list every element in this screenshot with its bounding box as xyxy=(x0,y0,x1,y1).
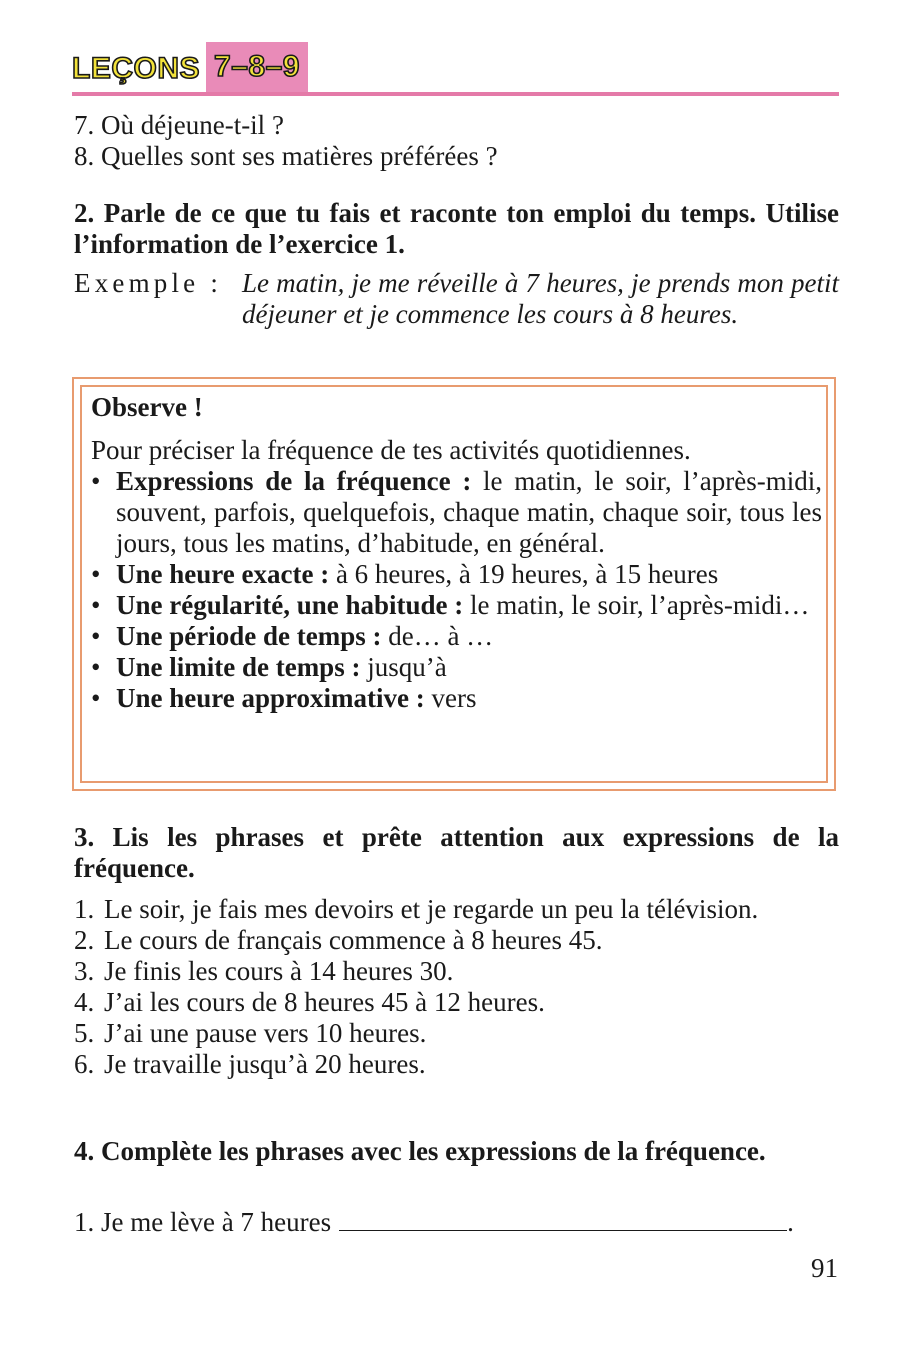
observe-item xyxy=(91,590,822,621)
exercise-3-heading: 3. Lis les phrases et prête attention aux expressions de la fréquence. xyxy=(74,822,839,883)
observe-item-label: Une heure exacte : xyxy=(116,559,330,589)
item-end: . xyxy=(787,1207,794,1237)
question-text: Quelles sont ses matières préférées ? xyxy=(101,141,498,171)
item-text: Le cours de français commence à 8 heures 45. xyxy=(104,925,603,955)
item-number: 6. xyxy=(74,1049,95,1079)
observe-item-text: vers xyxy=(424,683,477,713)
list-item xyxy=(74,925,839,956)
exercise-4-item xyxy=(74,1206,839,1238)
observe-item xyxy=(91,466,822,559)
item-text: Je me lève à 7 heures xyxy=(101,1207,332,1237)
header-rule xyxy=(72,92,839,96)
item-number: 2. xyxy=(74,925,95,955)
item-number: 1. xyxy=(74,1207,95,1237)
exercise-3-list xyxy=(74,894,839,1080)
list-item xyxy=(74,894,839,925)
question-number: 7. xyxy=(74,110,95,140)
bullet-icon: • xyxy=(91,559,101,589)
question-7 xyxy=(74,110,284,141)
observe-item-label: Une période de temps : xyxy=(116,621,382,651)
observe-item xyxy=(91,559,822,590)
lessons-numbers: 7–8–9 xyxy=(206,42,308,92)
observe-item xyxy=(91,652,822,683)
item-text: J’ai une pause vers 10 heures. xyxy=(104,1018,427,1048)
lesson-header xyxy=(72,42,308,92)
observe-item-label: Une régularité, une habitude : xyxy=(116,590,464,620)
observe-item-text: le matin, le soir, l’après-midi… xyxy=(463,590,810,620)
item-text: Je finis les cours à 14 heures 30. xyxy=(104,956,454,986)
list-item xyxy=(74,1018,839,1049)
example-label: Exemple : xyxy=(74,268,223,298)
observe-item-text: à 6 heures, à 19 heures, à 15 heures xyxy=(329,559,719,589)
observe-title: Observe ! xyxy=(91,392,203,422)
answer-blank[interactable] xyxy=(339,1206,787,1231)
question-number: 8. xyxy=(74,141,95,171)
observe-intro: Pour préciser la fréquence de tes activités quotidiennes. xyxy=(91,435,691,465)
list-item xyxy=(74,956,839,987)
question-8 xyxy=(74,141,498,172)
exercise-4-heading: 4. Complète les phrases avec les expressions de la fréquence. xyxy=(74,1136,766,1166)
bullet-icon: • xyxy=(91,652,101,682)
example-text: Le matin, je me réveille à 7 heures, je prends mon petit déjeuner et je commence les cours à 8 heures. xyxy=(242,268,839,329)
item-number: 5. xyxy=(74,1018,95,1048)
item-text: Je travaille jusqu’à 20 heures. xyxy=(104,1049,426,1079)
item-number: 1. xyxy=(74,894,95,924)
bullet-icon: • xyxy=(91,590,101,620)
observe-item-text: le matin, le soir, l’après-midi, souvent, parfois, quelquefois, chaque matin, chaque soir, tous les jours, tous les matins, d’habitude, en général. xyxy=(116,466,822,558)
lessons-label: LEÇONS xyxy=(72,52,201,85)
observe-item-text: jusqu’à xyxy=(360,652,447,682)
bullet-icon: • xyxy=(91,683,101,713)
exercise-2-heading: 2. Parle de ce que tu fais et raconte ton emploi du temps. Utilise l’information de l’exercice 1. xyxy=(74,198,839,259)
question-text: Où déjeune-t-il ? xyxy=(101,110,284,140)
observe-item-text: de… à … xyxy=(381,621,494,651)
bullet-icon: • xyxy=(91,621,101,651)
list-item xyxy=(74,987,839,1018)
page-number: 91 xyxy=(811,1253,838,1283)
list-item xyxy=(74,1049,839,1080)
item-text: Le soir, je fais mes devoirs et je regarde un peu la télévision. xyxy=(104,894,759,924)
observe-item-label: Une limite de temps : xyxy=(116,652,361,682)
observe-item xyxy=(91,683,822,714)
item-text: J’ai les cours de 8 heures 45 à 12 heures. xyxy=(104,987,545,1017)
item-number: 4. xyxy=(74,987,95,1017)
observe-item-label: Expressions de la fréquence : xyxy=(116,466,472,496)
observe-item-label: Une heure approximative : xyxy=(116,683,425,713)
item-number: 3. xyxy=(74,956,95,986)
observe-item xyxy=(91,621,822,652)
observe-list xyxy=(91,466,822,714)
bullet-icon: • xyxy=(91,466,101,496)
